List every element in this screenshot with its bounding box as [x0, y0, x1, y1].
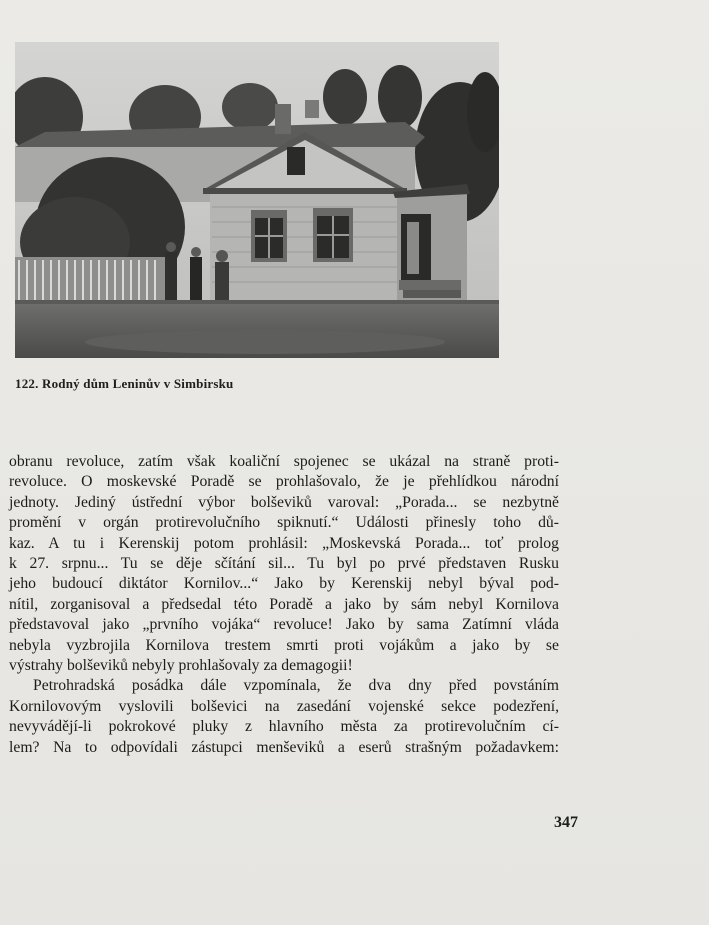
body-line: obranu revoluce, zatím však koaliční spojenec se ukázal na straně proti- — [9, 453, 559, 470]
body-line: kaz. A tu i Kerenskij potom prohlásil: „Moskevská Porada... toť prolog — [9, 534, 559, 552]
body-text — [9, 452, 559, 758]
body-line: revoluce. O moskevské Poradě se prohlašovalo, že je přehlídkou národní — [9, 473, 559, 491]
figure-caption: 122. Rodný dům Leninův v Simbirsku — [15, 376, 234, 391]
body-line: Petrohradská posádka dále vzpomínala, že dva dny před povstáním — [33, 677, 559, 695]
body-line: jeho budoucí diktátor Kornilov...“ Jako by Kerenskij nebyl býval pod- — [9, 575, 559, 593]
body-line: Kornilovovým vyslovili bolševici na zasedání vojenské sekce podezření, — [9, 697, 559, 715]
body-line: nítil, zorganisoval a předsedal této Poradě a jako by sám nebyl Kornilova — [9, 595, 559, 613]
body-line: představoval jako „prvního vojáka“ revoluce! Jako by sama Zatímní vláda — [9, 616, 559, 634]
house-photo — [15, 42, 499, 358]
page-number: 347 — [554, 814, 578, 831]
body-line: lem? Na to odpovídali zástupci menševiků a eserů strašným požadavkem: — [9, 738, 559, 756]
body-line: jednoty. Jediný ústřední výbor bolševiků varoval: „Porada... se nezbytně — [9, 493, 559, 511]
body-line: nebyla vyzbrojila Kornilova trestem smrti proti vojákům a jako by se — [9, 636, 559, 654]
body-line: k 27. srpnu... Tu se děje sčítání sil... Tu byl po prvé představen Rusku — [9, 555, 559, 573]
body-line: nevyvádějí-li pokrokové pluky z hlavního města za protirevolučním cí- — [9, 718, 559, 736]
body-line: výstrahy bolševiků nebyly prohlašovaly za demagogii! — [9, 657, 353, 675]
body-line: promění v orgán protirevolučního spiknutí.“ Události přinesly toho dů- — [9, 514, 559, 532]
